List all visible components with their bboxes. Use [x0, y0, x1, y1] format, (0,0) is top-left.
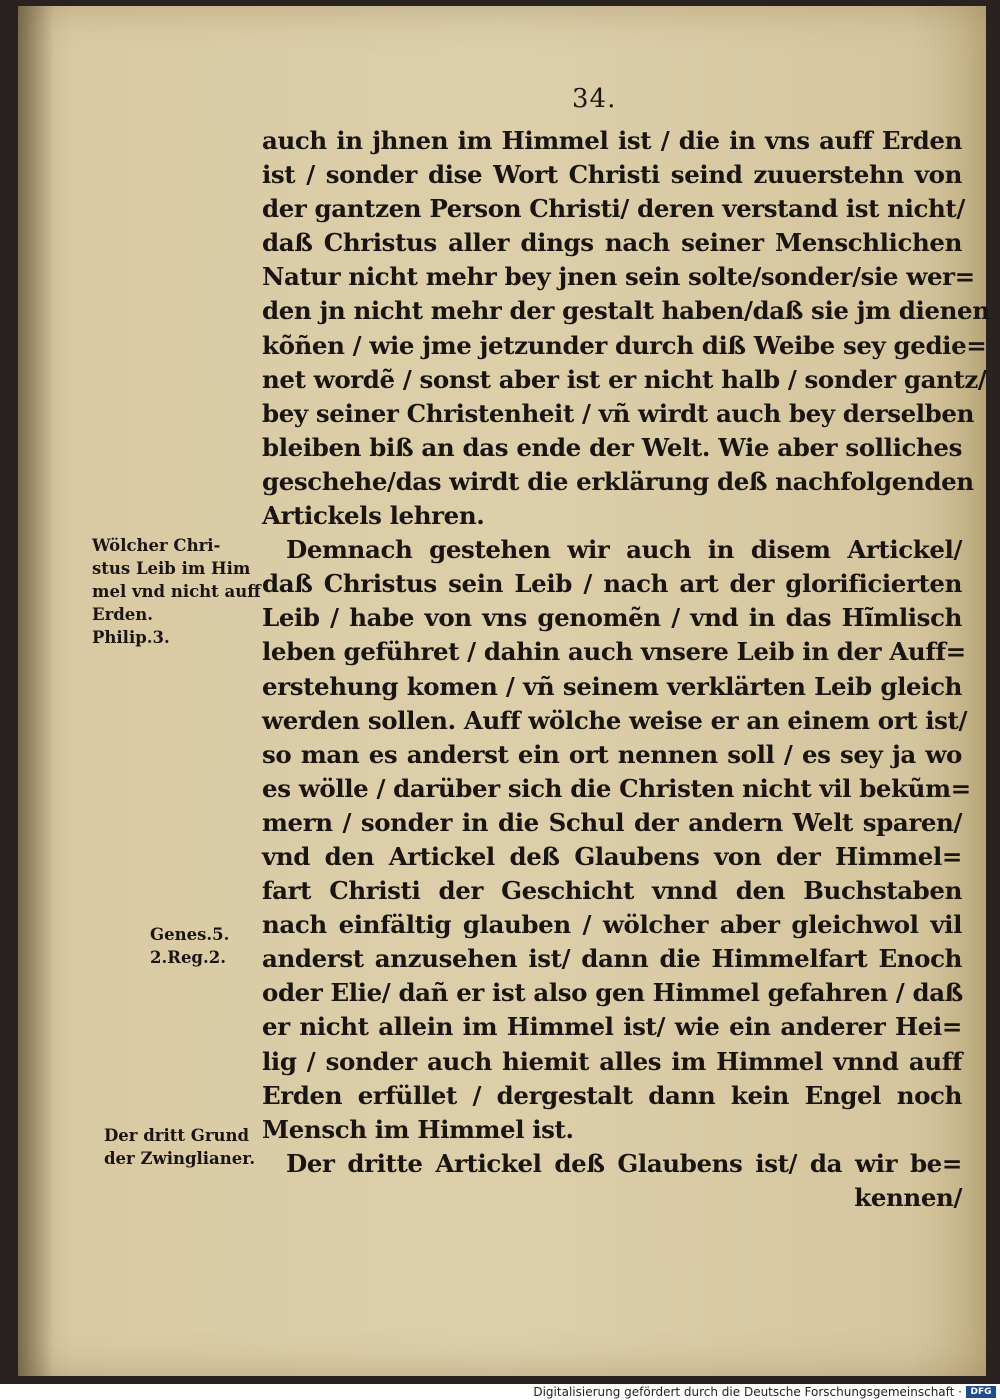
- text-line: vnd den Artickel deß Glaubens von der Himmel=: [262, 841, 962, 871]
- text-line: bey seiner Christenheit / vñ wirdt auch bey derselben: [262, 398, 975, 428]
- text-line: bleiben biß an das ende der Welt. Wie aber solliches: [262, 432, 962, 462]
- margin-note-line: mel vnd nicht auff: [92, 582, 261, 601]
- margin-note-ascension: [92, 534, 261, 649]
- text-line: net wordẽ / sonst aber ist er nicht halb / sonder gantz/: [262, 364, 987, 394]
- main-text-block: [262, 124, 990, 1215]
- catchword: kennen/: [854, 1182, 962, 1212]
- margin-note-line: Erden.: [92, 605, 154, 624]
- text-line: leben geführet / dahin auch vnsere Leib in der Auff=: [262, 637, 966, 667]
- funding-credit: Digitalisierung gefördert durch die Deutsche Forschungsgemeinschaft ·: [533, 1385, 962, 1399]
- margin-note-line: stus Leib im Him: [92, 559, 251, 578]
- text-line: mern / sonder in die Schul der andern Welt sparen/: [262, 807, 962, 837]
- text-line: geschehe/das wirdt die erklärung deß nachfolgenden: [262, 466, 974, 496]
- text-line: Der dritte Artickel deß Glaubens ist/ da wir be=: [286, 1148, 962, 1178]
- text-line: Natur nicht mehr bey jnen sein solte/sonder/sie wer=: [262, 262, 975, 292]
- text-line: Mensch im Himmel ist.: [262, 1114, 574, 1144]
- gutter-shadow: [18, 6, 54, 1376]
- text-line: anderst anzusehen ist/ dann die Himmelfart Enoch: [262, 944, 962, 974]
- margin-note-line: der Zwinglianer.: [104, 1149, 256, 1168]
- text-line: Leib / habe von vns genomẽn / vnd in das Hĩmlisch: [262, 603, 962, 633]
- text-line: es wölle / darüber sich die Christen nicht vil bekũm=: [262, 773, 971, 803]
- dfg-logo: DFG: [966, 1386, 996, 1398]
- text-line: daß Christus sein Leib / nach art der glorificierten: [262, 569, 962, 599]
- text-line: fart Christi der Geschicht vnnd den Buchstaben: [262, 876, 962, 906]
- text-line: lig / sonder auch hiemit alles im Himmel vnnd auff: [262, 1046, 962, 1076]
- text-line: werden sollen. Auff wölche weise er an einem ort ist/: [262, 705, 968, 735]
- text-line: daß Christus aller dings nach seiner Menschlichen: [262, 228, 962, 258]
- text-line: auch in jhnen im Himmel ist / die in vns auff Erden: [262, 126, 962, 155]
- margin-note-line: Philip.3.: [92, 628, 170, 647]
- margin-note-references: [150, 923, 229, 969]
- margin-note-third-ground: [104, 1124, 255, 1170]
- text-line: oder Elie/ dañ er ist also gen Himmel gefahren / daß: [262, 978, 963, 1008]
- margin-note-line: Wölcher Chri-: [92, 536, 221, 555]
- footer-bar: [0, 1384, 1000, 1400]
- text-line: Erden erfüllet / dergestalt dann kein Engel noch: [262, 1080, 962, 1110]
- text-line: ist / sonder dise Wort Christi seind zuuerstehn von: [262, 160, 962, 190]
- margin-note-line: Genes.5.: [150, 925, 230, 944]
- page-number: 34.: [572, 84, 617, 114]
- text-line: kõñen / wie jme jetzunder durch diß Weibe sey gedie=: [262, 330, 987, 360]
- margin-note-line: Der dritt Grund: [104, 1126, 250, 1145]
- text-line: den jn nicht mehr der gestalt haben/daß sie jm dienen: [262, 296, 990, 326]
- text-line: Demnach gestehen wir auch in disem Artickel/: [286, 535, 962, 565]
- text-line: nach einfältig glauben / wölcher aber gleichwol vil: [262, 910, 962, 940]
- text-line: der gantzen Person Christi/ deren verstand ist nicht/: [262, 194, 965, 224]
- text-line: Artickels lehren.: [262, 501, 485, 531]
- text-line: er nicht allein im Himmel ist/ wie ein anderer Hei=: [262, 1012, 962, 1042]
- text-line: so man es anderst ein ort nennen soll / es sey ja wo: [262, 739, 962, 769]
- margin-note-line: 2.Reg.2.: [150, 948, 226, 967]
- text-line: erstehung komen / vñ seinem verklärten Leib gleich: [262, 671, 962, 701]
